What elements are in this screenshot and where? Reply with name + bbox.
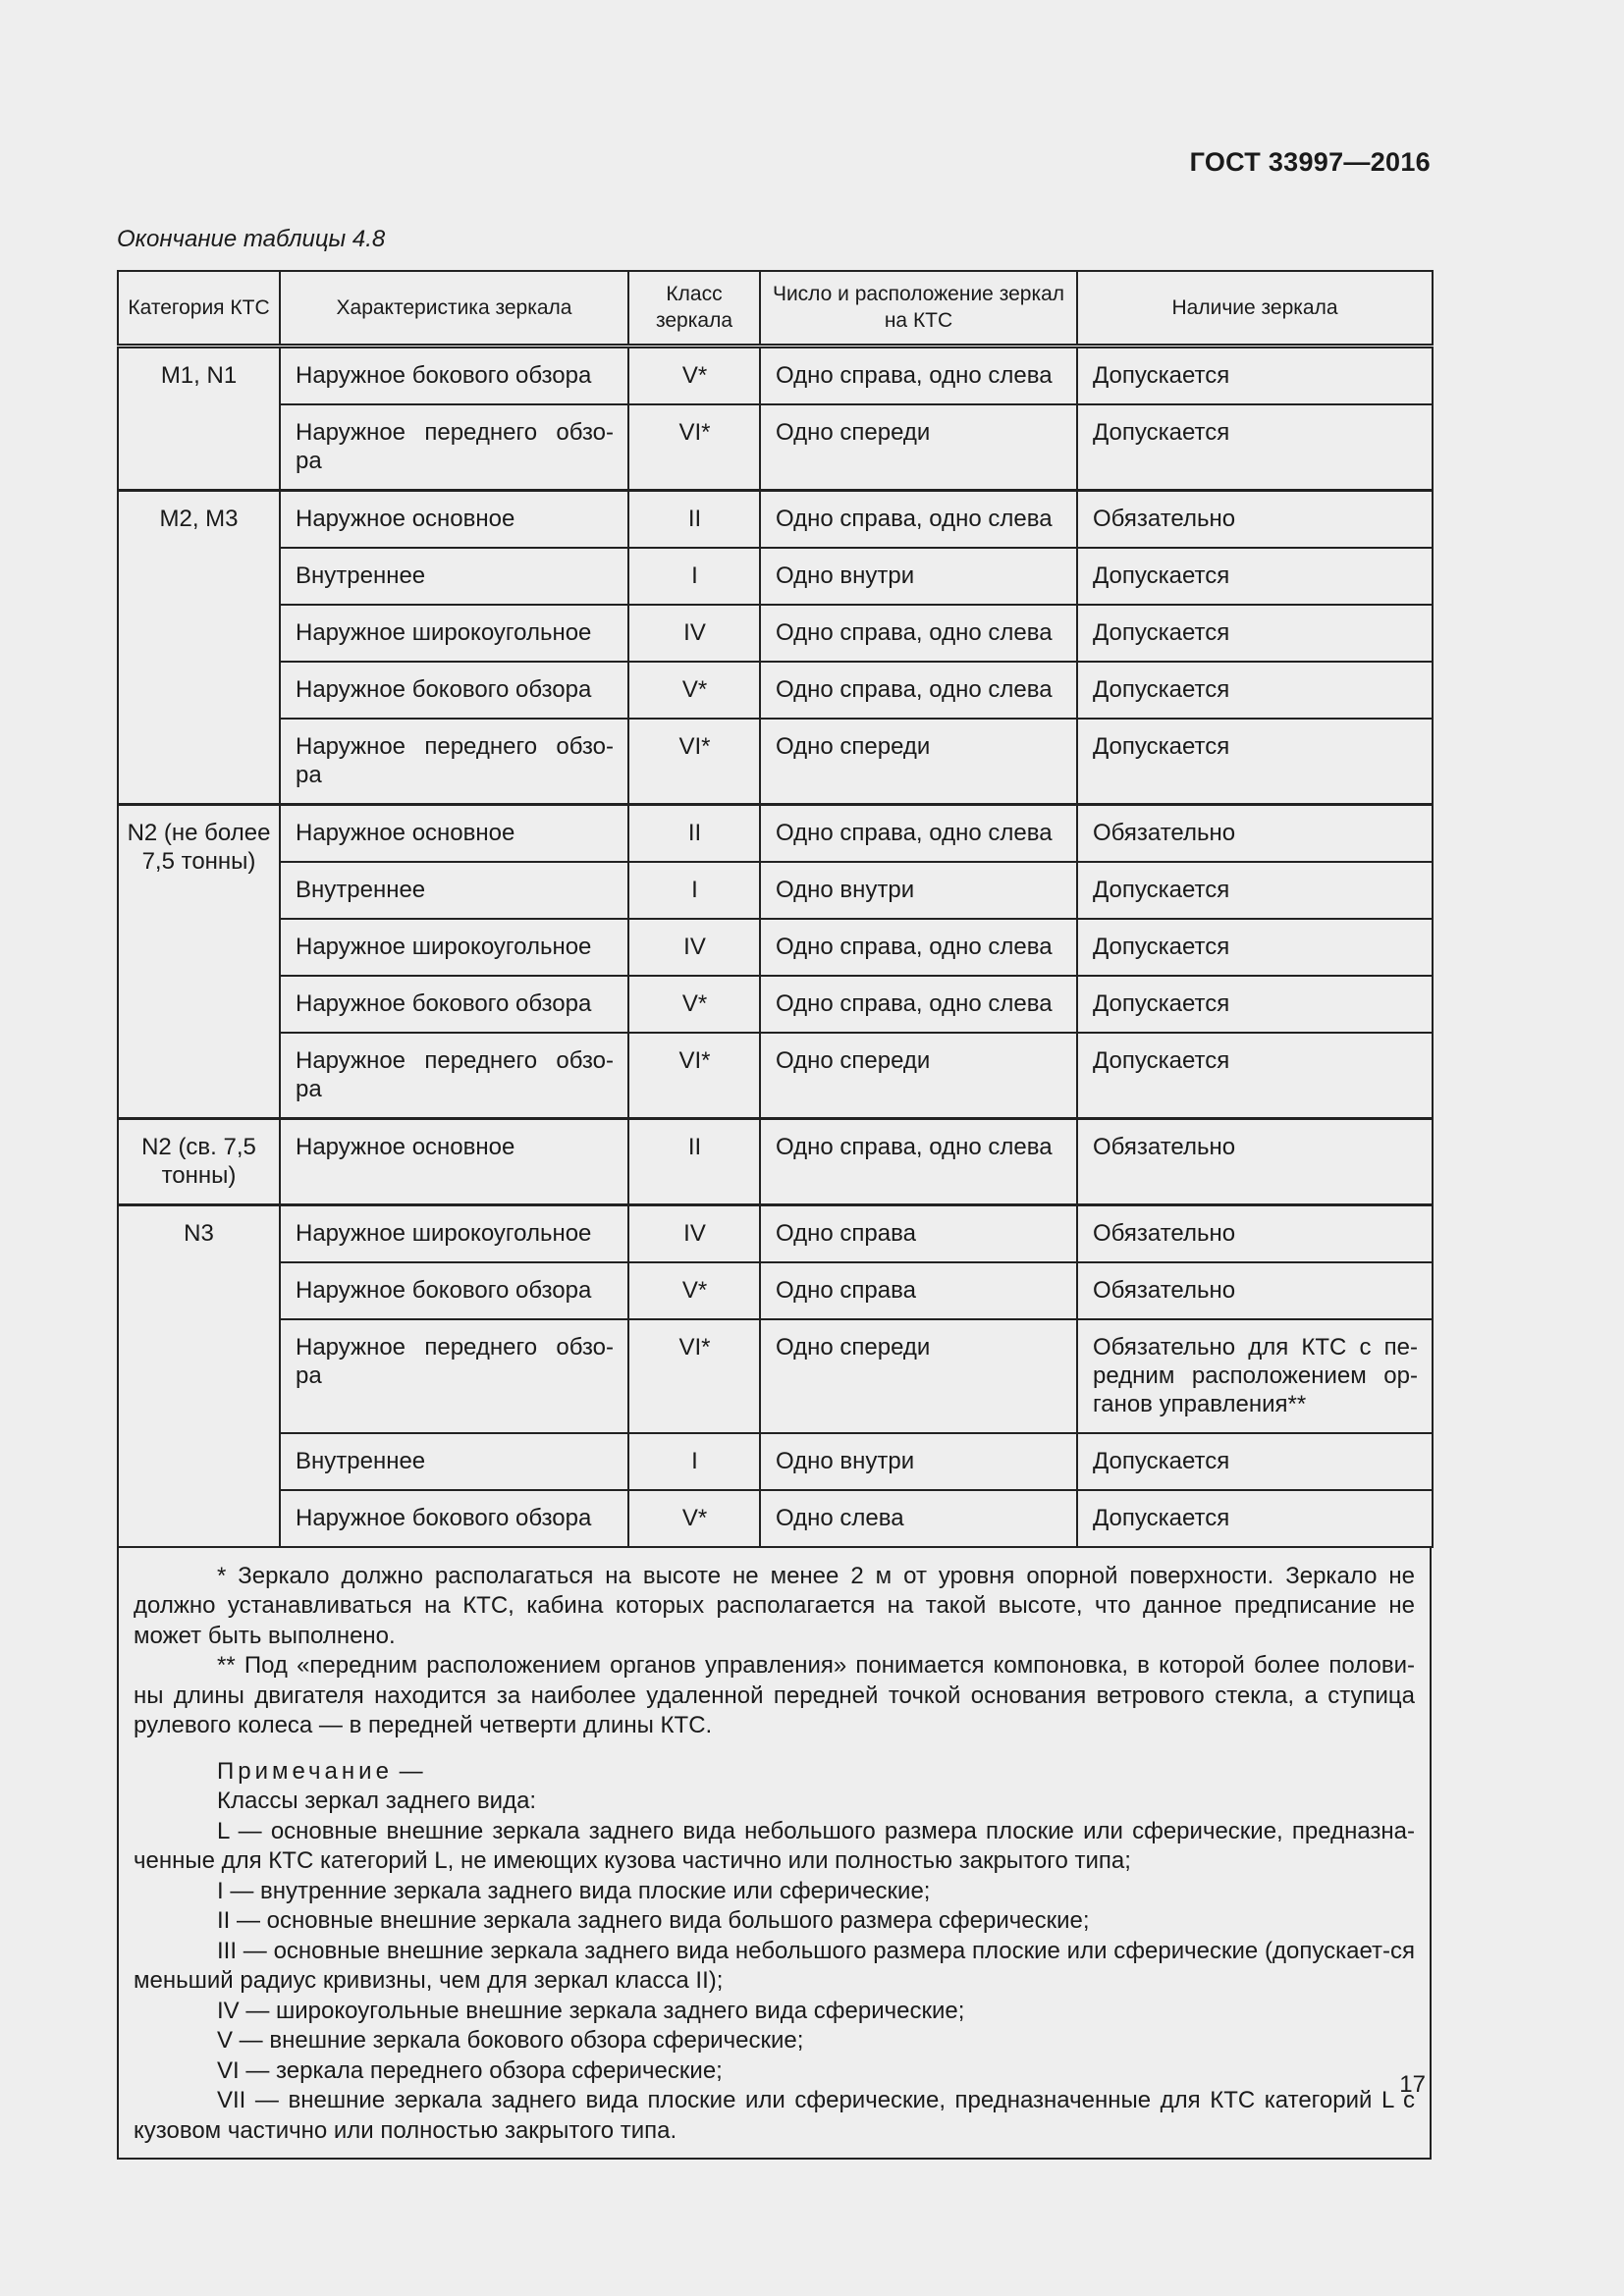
cell-presence: Обязательно bbox=[1077, 1118, 1433, 1204]
cell-category: N2 (не более 7,5 тонны) bbox=[118, 804, 280, 1118]
col-header-placement: Число и расположение зеркал на КТС bbox=[760, 271, 1077, 346]
cell-presence: Допускается bbox=[1077, 862, 1433, 919]
note-intro: Классы зеркал заднего вида: bbox=[217, 1788, 537, 1814]
table-row bbox=[118, 1490, 1433, 1547]
cell-characteristic: Внутреннее bbox=[280, 1433, 628, 1490]
note-label-dash: — bbox=[399, 1757, 423, 1785]
mirror-table bbox=[117, 270, 1434, 1548]
cell-characteristic: Наружное бокового обзора bbox=[280, 1490, 628, 1547]
cell-class: V* bbox=[628, 1490, 760, 1547]
cell-class: I bbox=[628, 1433, 760, 1490]
note-item-II: II — основные внешние зеркала заднего вида большого размера сферические; bbox=[217, 1907, 1090, 1934]
table-row bbox=[118, 548, 1433, 605]
table-row bbox=[118, 490, 1433, 548]
cell-class: V* bbox=[628, 346, 760, 404]
table-row bbox=[118, 346, 1433, 404]
note-item-VII: VII — внешние зеркала заднего вида плоские или сферические, предназначенные для КТС категорий L с кузовом частично или полностью закрытого типа. bbox=[134, 2087, 1415, 2144]
cell-placement: Одно справа, одно слева bbox=[760, 976, 1077, 1033]
cell-placement: Одно справа, одно слева bbox=[760, 605, 1077, 662]
page-number: 17 bbox=[1399, 2071, 1426, 2098]
cell-class: II bbox=[628, 804, 760, 862]
note-item-V: V — внешние зеркала бокового обзора сферические; bbox=[217, 2027, 804, 2054]
cell-placement: Одно слева bbox=[760, 1490, 1077, 1547]
cell-characteristic: Наружное бокового обзора bbox=[280, 976, 628, 1033]
cell-class: II bbox=[628, 1118, 760, 1204]
cell-presence: Обязательно bbox=[1077, 1262, 1433, 1319]
cell-placement: Одно внутри bbox=[760, 548, 1077, 605]
cell-characteristic: Наружное широкоугольное bbox=[280, 605, 628, 662]
cell-category: M2, M3 bbox=[118, 490, 280, 804]
table-row bbox=[118, 1319, 1433, 1433]
cell-presence: Обязательно bbox=[1077, 490, 1433, 548]
note-item-I: I — внутренние зеркала заднего вида плоские или сферические; bbox=[217, 1877, 931, 1904]
table-row bbox=[118, 719, 1433, 805]
cell-presence: Обязательно bbox=[1077, 804, 1433, 862]
document-code: ГОСТ 33997—2016 bbox=[1189, 147, 1431, 177]
cell-class: IV bbox=[628, 1204, 760, 1262]
table-caption: Окончание таблицы 4.8 bbox=[117, 226, 386, 252]
cell-presence: Допускается bbox=[1077, 1490, 1433, 1547]
cell-presence: Допускается bbox=[1077, 662, 1433, 719]
note-item-VI: VI — зеркала переднего обзора сферические; bbox=[217, 2056, 723, 2084]
cell-characteristic: Наружное переднего обзо-ра bbox=[280, 1033, 628, 1119]
cell-presence: Допускается bbox=[1077, 719, 1433, 805]
cell-class: I bbox=[628, 862, 760, 919]
table-row bbox=[118, 605, 1433, 662]
cell-placement: Одно справа, одно слева bbox=[760, 346, 1077, 404]
cell-category: N2 (св. 7,5 тонны) bbox=[118, 1118, 280, 1204]
cell-characteristic: Наружное переднего обзо-ра bbox=[280, 1319, 628, 1433]
note-item-L: L — основные внешние зеркала заднего вида небольшого размера плоские или сферические, предназна-ченные для КТС категорий L, не имеющих кузова частично или полностью закрытого типа; bbox=[134, 1817, 1415, 1874]
cell-characteristic: Наружное бокового обзора bbox=[280, 662, 628, 719]
table-header-row bbox=[118, 271, 1433, 346]
cell-characteristic: Наружное основное bbox=[280, 1118, 628, 1204]
cell-class: VI* bbox=[628, 719, 760, 805]
cell-placement: Одно справа, одно слева bbox=[760, 1118, 1077, 1204]
table-row bbox=[118, 1262, 1433, 1319]
cell-presence: Обязательно bbox=[1077, 1204, 1433, 1262]
cell-placement: Одно справа, одно слева bbox=[760, 804, 1077, 862]
table-row bbox=[118, 976, 1433, 1033]
cell-placement: Одно спереди bbox=[760, 1319, 1077, 1433]
col-header-category: Категория КТС bbox=[118, 271, 280, 346]
cell-characteristic: Наружное бокового обзора bbox=[280, 1262, 628, 1319]
col-header-presence: Наличие зеркала bbox=[1077, 271, 1433, 346]
cell-presence: Допускается bbox=[1077, 605, 1433, 662]
col-header-class: Класс зеркала bbox=[628, 271, 760, 346]
cell-class: VI* bbox=[628, 1033, 760, 1119]
cell-characteristic: Наружное переднего обзо-ра bbox=[280, 404, 628, 491]
cell-characteristic: Внутреннее bbox=[280, 862, 628, 919]
note-label: Примечание bbox=[217, 1757, 393, 1785]
cell-category: N3 bbox=[118, 1204, 280, 1547]
footnote-double-star: ** Под «передним расположением органов управления» понимается компоновка, в которой более полови-ны длины двигателя находится за наиболее удаленной передней точкой основания ветрового стекла, а ступица рулевого колеса — в передней четверти длины КТС. bbox=[134, 1652, 1415, 1738]
cell-class: V* bbox=[628, 976, 760, 1033]
table-row bbox=[118, 1033, 1433, 1119]
table-body bbox=[118, 346, 1433, 1547]
cell-placement: Одно внутри bbox=[760, 1433, 1077, 1490]
cell-placement: Одно спереди bbox=[760, 1033, 1077, 1119]
cell-placement: Одно справа, одно слева bbox=[760, 490, 1077, 548]
cell-class: IV bbox=[628, 919, 760, 976]
cell-presence: Допускается bbox=[1077, 548, 1433, 605]
cell-presence: Допускается bbox=[1077, 1433, 1433, 1490]
cell-placement: Одно справа bbox=[760, 1204, 1077, 1262]
cell-class: I bbox=[628, 548, 760, 605]
note-item-IV: IV — широкоугольные внешние зеркала заднего вида сферические; bbox=[217, 1997, 965, 2024]
note-heading bbox=[134, 1757, 1415, 1788]
footnote-star: * Зеркало должно располагаться на высоте не менее 2 м от уровня опорной поверхности. Зеркало не должно устанавливаться на КТС, кабина которых располагается на такой высоте, что данное предписание не может быть выполнено. bbox=[134, 1562, 1415, 1649]
table-row bbox=[118, 1204, 1433, 1262]
cell-characteristic: Внутреннее bbox=[280, 548, 628, 605]
cell-presence: Допускается bbox=[1077, 346, 1433, 404]
cell-class: VI* bbox=[628, 404, 760, 491]
table-row bbox=[118, 1118, 1433, 1204]
table-row bbox=[118, 862, 1433, 919]
cell-characteristic: Наружное основное bbox=[280, 490, 628, 548]
cell-placement: Одно справа bbox=[760, 1262, 1077, 1319]
note-item-III: III — основные внешние зеркала заднего вида небольшого размера плоские или сферические (допускает-ся меньший радиус кривизны, чем для зеркал класса II); bbox=[134, 1937, 1415, 1994]
cell-characteristic: Наружное основное bbox=[280, 804, 628, 862]
table-notes bbox=[117, 1548, 1432, 2161]
table-row bbox=[118, 804, 1433, 862]
cell-characteristic: Наружное широкоугольное bbox=[280, 919, 628, 976]
cell-class: V* bbox=[628, 1262, 760, 1319]
cell-presence: Обязательно для КТС с пе-редним расположением ор-ганов управления** bbox=[1077, 1319, 1433, 1433]
cell-placement: Одно спереди bbox=[760, 719, 1077, 805]
cell-class: VI* bbox=[628, 1319, 760, 1433]
cell-class: IV bbox=[628, 605, 760, 662]
table-row bbox=[118, 919, 1433, 976]
cell-class: II bbox=[628, 490, 760, 548]
cell-presence: Допускается bbox=[1077, 976, 1433, 1033]
cell-placement: Одно спереди bbox=[760, 404, 1077, 491]
cell-class: V* bbox=[628, 662, 760, 719]
cell-presence: Допускается bbox=[1077, 919, 1433, 976]
cell-characteristic: Наружное бокового обзора bbox=[280, 346, 628, 404]
table-row bbox=[118, 662, 1433, 719]
cell-presence: Допускается bbox=[1077, 1033, 1433, 1119]
cell-category: M1, N1 bbox=[118, 346, 280, 490]
table-row bbox=[118, 1433, 1433, 1490]
cell-presence: Допускается bbox=[1077, 404, 1433, 491]
cell-characteristic: Наружное широкоугольное bbox=[280, 1204, 628, 1262]
table-row bbox=[118, 404, 1433, 491]
cell-placement: Одно справа, одно слева bbox=[760, 662, 1077, 719]
cell-placement: Одно внутри bbox=[760, 862, 1077, 919]
col-header-characteristic: Характеристика зеркала bbox=[280, 271, 628, 346]
mirror-table-container bbox=[117, 270, 1432, 2160]
cell-characteristic: Наружное переднего обзо-ра bbox=[280, 719, 628, 805]
cell-placement: Одно справа, одно слева bbox=[760, 919, 1077, 976]
